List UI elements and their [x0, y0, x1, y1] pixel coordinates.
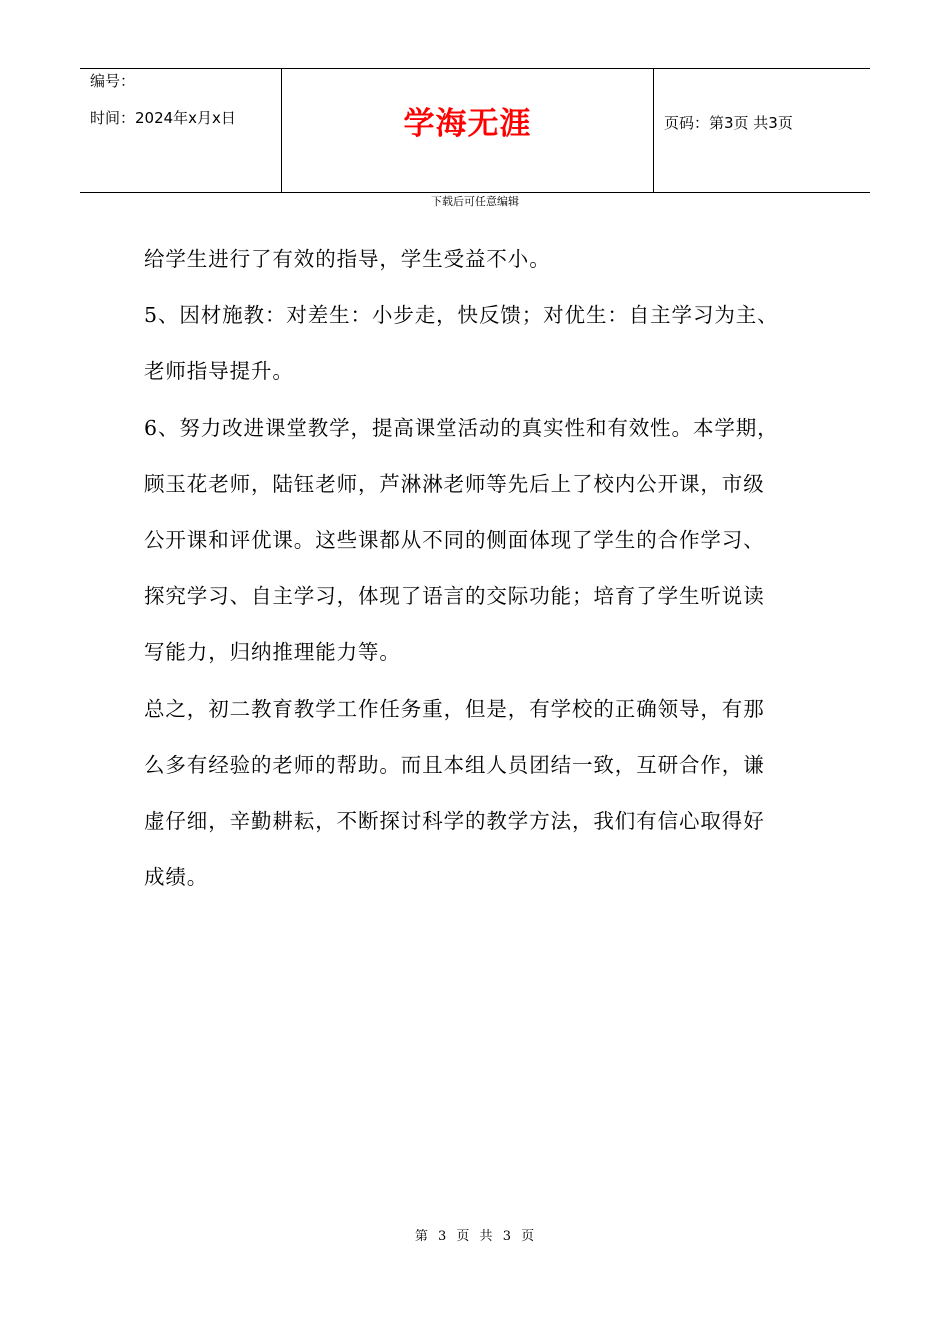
body-line: 5、因材施教：对差生：小步走，快反馈；对优生：自主学习为主、: [144, 303, 779, 328]
date-label: 时间：2024年x月x日: [90, 109, 236, 127]
body-line: 公开课和评优课。这些课都从不同的侧面体现了学生的合作学习、: [144, 527, 765, 552]
body-line: 么多有经验的老师的帮助。而且本组人员团结一致，互研合作，谦: [144, 752, 765, 777]
body-line: 探究学习、自主学习，体现了语言的交际功能；培育了学生听说读: [144, 584, 765, 609]
serial-number-label: 编号：: [90, 72, 136, 90]
body-line: 顾玉花老师，陆钰老师，芦淋淋老师等先后上了校内公开课，市级: [144, 471, 765, 496]
body-line: 给学生进行了有效的指导，学生受益不小。: [144, 247, 551, 271]
header-middle-cell: [281, 69, 654, 193]
body-line: 6、努力改进课堂教学，提高课堂活动的真实性和有效性。本学期，: [144, 415, 779, 440]
header-table: [80, 68, 870, 193]
header-left-cell: [80, 69, 281, 193]
body-line: 老师指导提升。: [144, 359, 294, 384]
body-line: 虚仔细，辛勤耕耘，不断探讨科学的教学方法，我们有信心取得好: [144, 808, 765, 833]
body-line: 成绩。: [144, 865, 209, 890]
document-body: [144, 231, 816, 905]
header-right-cell: [654, 69, 870, 193]
body-line: 写能力，归纳推理能力等。: [144, 640, 401, 665]
page-info-label: 页码：第3页 共3页: [664, 114, 793, 132]
body-line: 总之，初二教育教学工作任务重，但是，有学校的正确领导，有那: [144, 696, 765, 721]
brand-title: 学海无涯: [403, 106, 532, 142]
editable-note: 下载后可任意编辑: [431, 195, 519, 208]
page-footer: 第 3 页 共 3 页: [414, 1229, 536, 1244]
